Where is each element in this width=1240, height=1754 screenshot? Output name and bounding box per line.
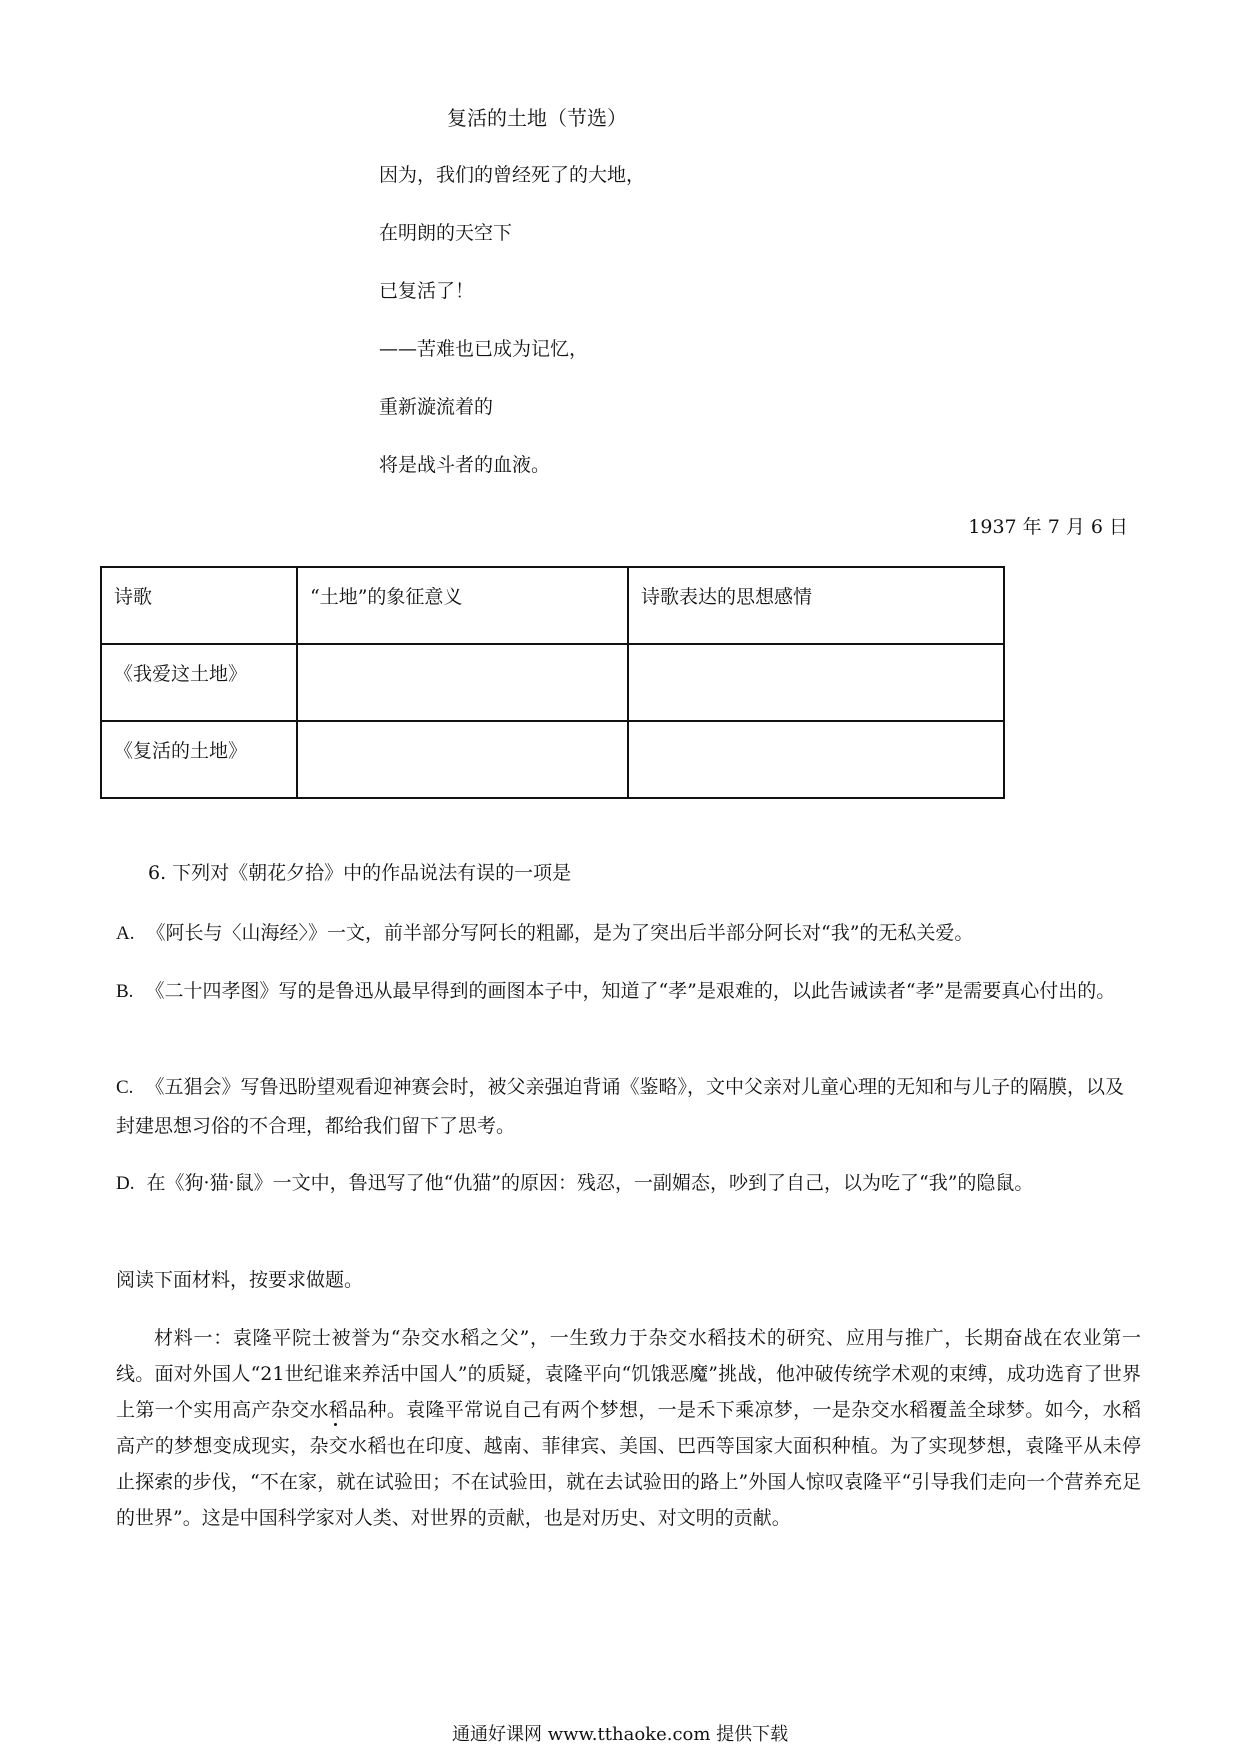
poem-line: 已复活了！ [379,280,475,302]
table-row [101,721,1004,798]
option-c [116,1068,1141,1145]
option-d [116,1164,1141,1203]
poem-line: 因为，我们的曾经死了的大地， [379,164,646,186]
option-label: B. [116,981,134,1002]
table-header-row [101,567,1004,644]
option-label: C. [116,1077,134,1098]
option-label: D. [116,1173,135,1194]
option-text: 《阿长与〈山海经〉》一文，前半部分写阿长的粗鄙，是为了突出后半部分阿长对“我”的无私关爱。 [146,922,974,944]
option-text: 《二十四孝图》写的是鲁迅从最早得到的画图本子中，知道了“孝”是艰难的，以此告诫读者“孝”是需要真心付出的。 [145,980,1116,1002]
table-cell-answer [628,644,1004,721]
option-text: 《五猖会》写鲁迅盼望观看迎神赛会时，被父亲强迫背诵《鉴略》，文中父亲对儿童心理的无知和与儿子的隔膜，以及封建思想习俗的不合理，都给我们留下了思考。 [116,1076,1124,1137]
reading-instruction: 阅读下面材料，按要求做题。 [116,1269,364,1291]
poem-date: 1937 年 7 月 6 日 [968,516,1128,538]
option-label: A. [116,923,135,944]
material-1-paragraph: 材料一：袁隆平院士被誉为“杂交水稻之父”，一生致力于杂交水稻技术的研究、应用与推广，长期奋战在农业第一线。面对外国人“21世纪谁来养活中国人”的质疑，袁隆平向“饥饿恶魔”挑战，他冲破传统学术观的束缚，成功选育了世界上第一个实用高产杂交水稻品种。袁隆平常说自己有两个梦想，一是禾下乘凉梦，一是杂交水稻覆盖全球梦。如今，水稻高产的梦想变成现实，杂交水稻也在印度、越南、菲律宾、美国、巴西等国家大面积种植。为了实现梦想，袁隆平从未停止探索的步伐，“不在家，就在试验田；不在试验田，就在去试验田的路上”外国人惊叹袁隆平“引导我们走向一个营养充足的世界”。这是中国科学家对人类、对世界的贡献，也是对历史、对文明的贡献。 [116,1327,1141,1529]
table-cell-poem: 《复活的土地》 [101,721,297,798]
table-header-cell: “土地”的象征意义 [297,567,628,644]
poem-line: 将是战斗者的血液。 [379,454,551,476]
poem-title: 复活的土地（节选） [447,106,627,130]
option-b [116,972,1141,1011]
table-row [101,644,1004,721]
question-6-stem: 6. 下列对《朝花夕拾》中的作品说法有误的一项是 [148,862,572,884]
emphasis-dot [334,1423,337,1426]
option-text: 在《狗·猫·鼠》一文中，鲁迅写了他“仇猫”的原因：残忍，一副媚态，吵到了自己，以为吃了“我”的隐鼠。 [146,1172,1034,1194]
table-cell-answer [297,721,628,798]
poem-line: 重新漩流着的 [379,396,494,418]
table-cell-answer [297,644,628,721]
poem-line: 在明朗的天空下 [379,222,513,244]
table-header-cell: 诗歌 [101,567,297,644]
table-header-cell: 诗歌表达的思想感情 [628,567,1004,644]
option-a [116,914,1141,953]
poem-table [100,566,1005,799]
table-cell-answer [628,721,1004,798]
table-cell-poem: 《我爱这土地》 [101,644,297,721]
footer-credit: 通通好课网 www.tthaoke.com 提供下载 [452,1724,789,1745]
poem-line: ——苦难也已成为记忆， [379,338,589,360]
